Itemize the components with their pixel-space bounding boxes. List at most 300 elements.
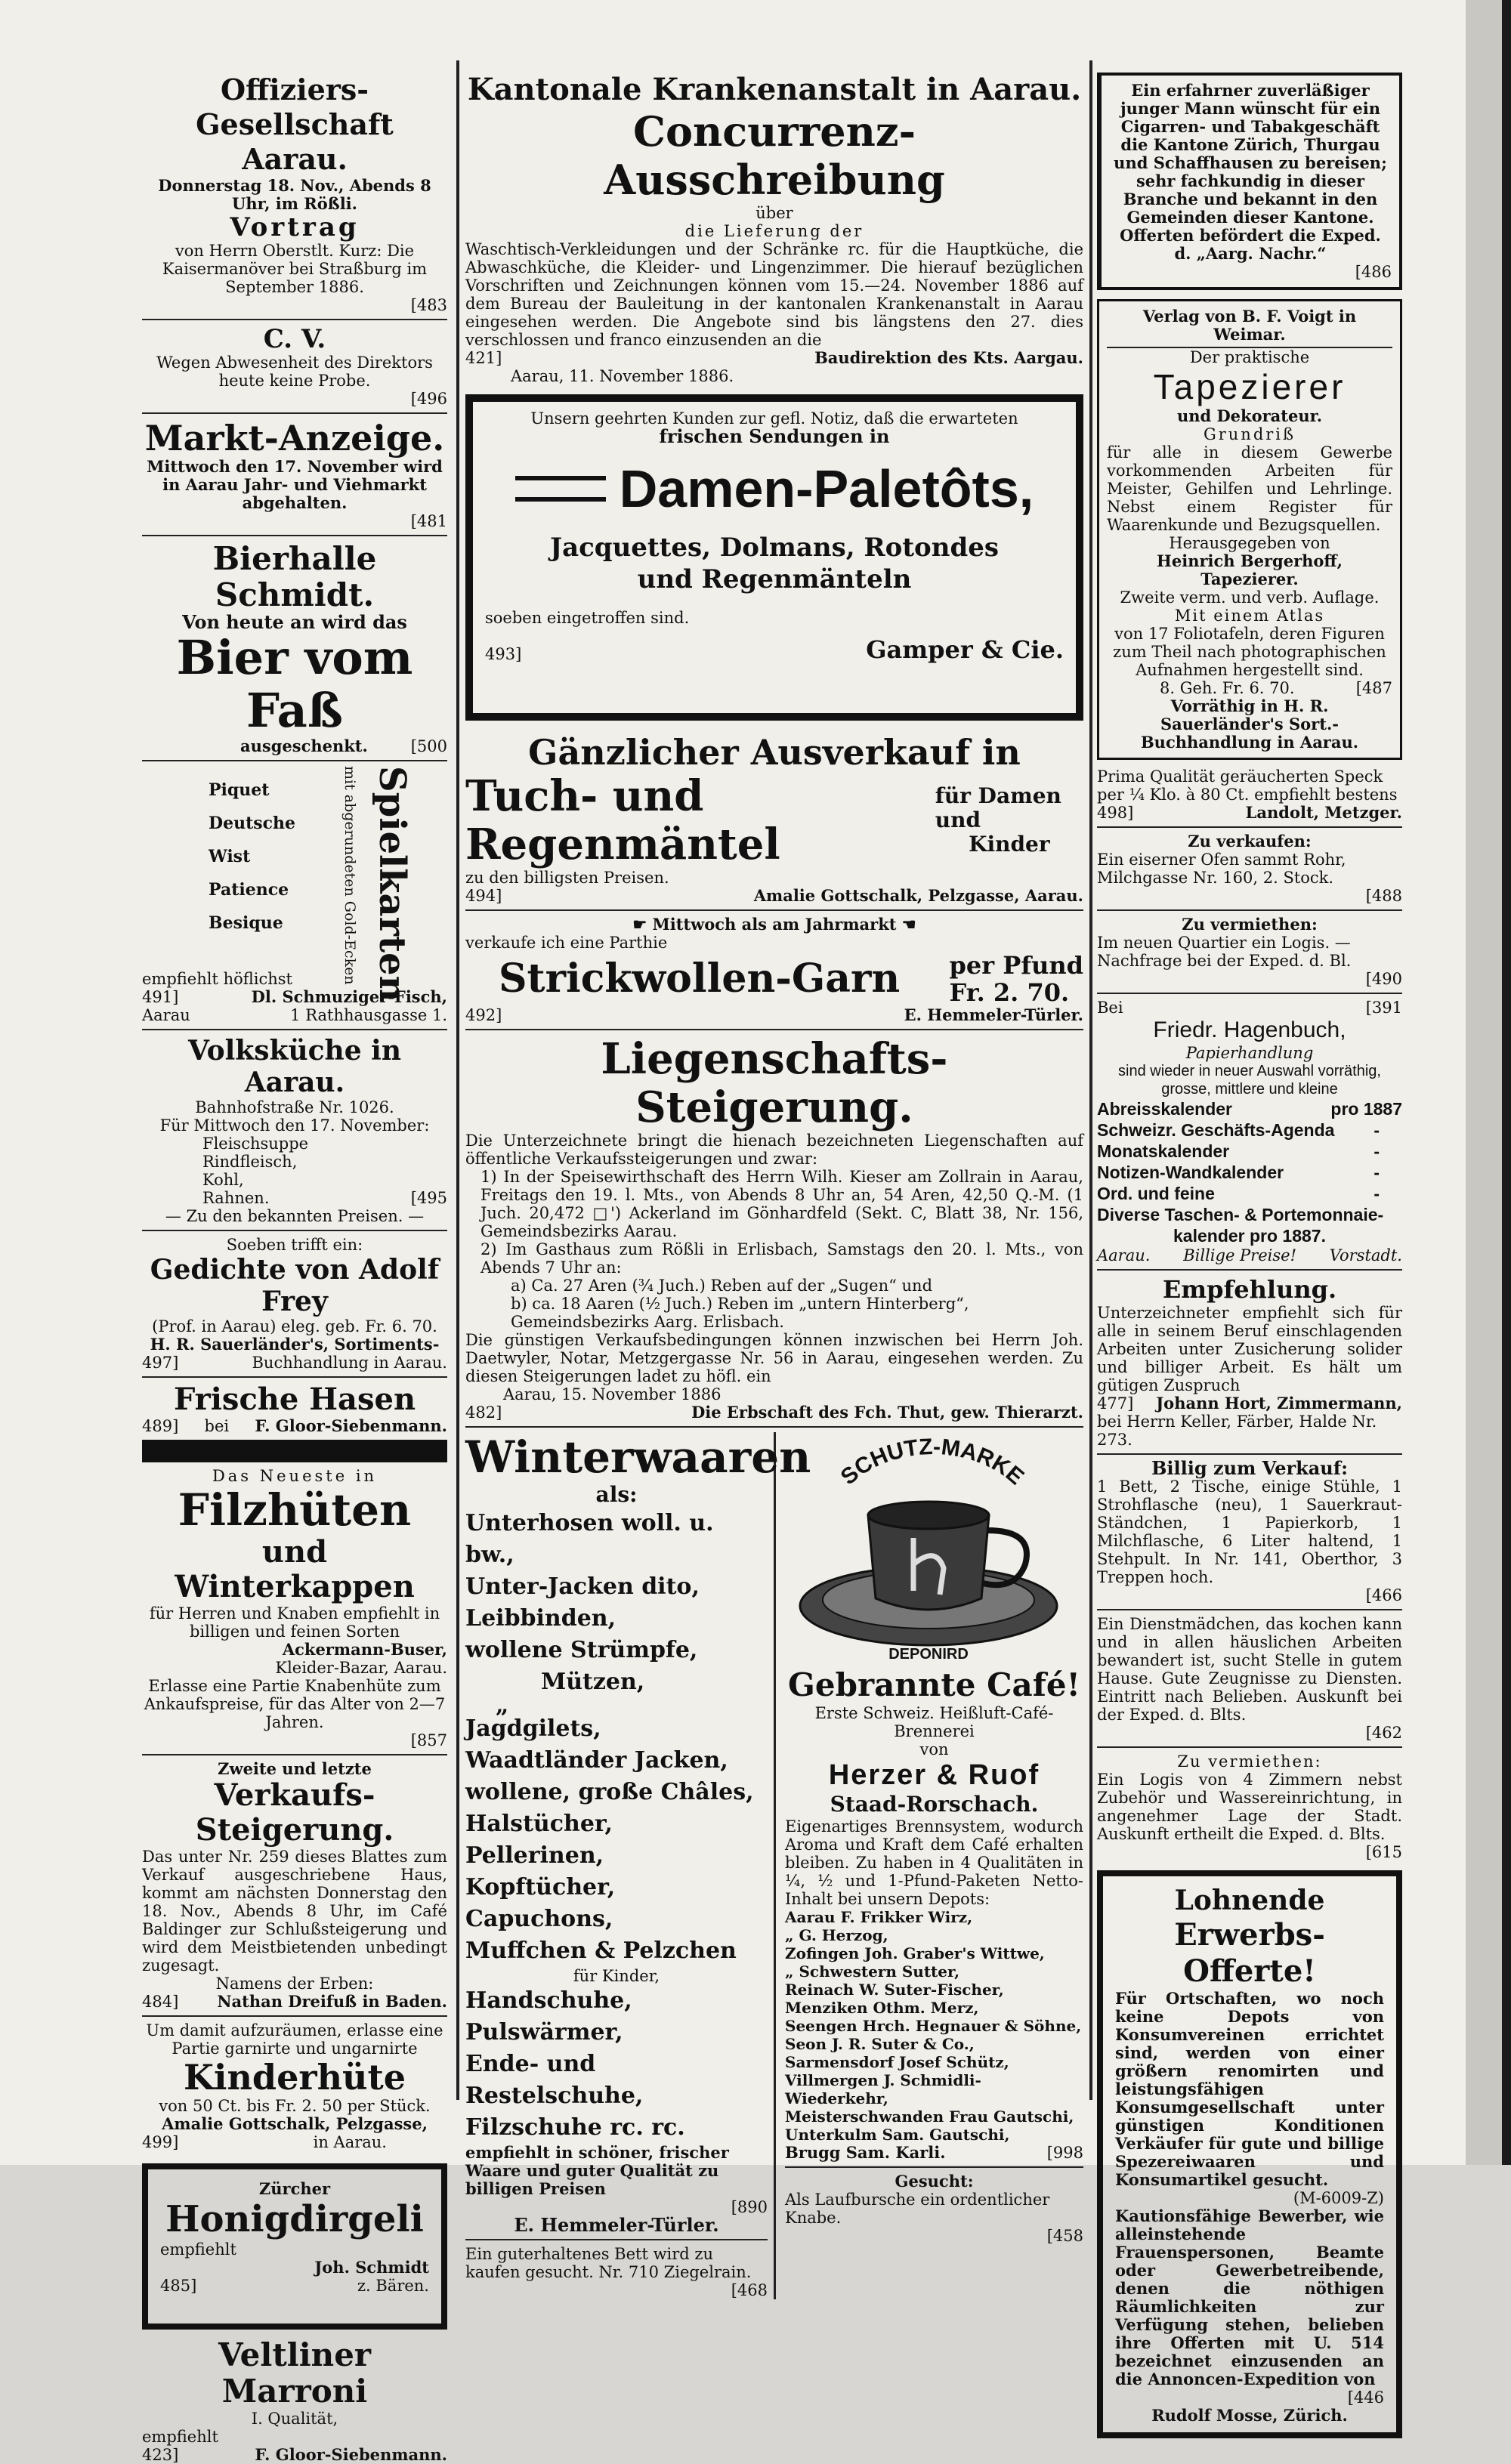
ad-rec: empfiehlt [142,2428,218,2446]
ad-billig [1097,1459,1402,1604]
divider [142,1376,447,1378]
ad-cv [142,325,447,408]
vertical-sub: mit abgerundeten Gold-Ecken [341,766,358,985]
ad-number: [462 [1365,1724,1402,1742]
vertical-title: Spielkarten [371,766,413,1002]
item-label: Abreisskalender [1097,1099,1232,1119]
ad-atlas: Mit einem Atlas [1174,607,1325,625]
list-item [1097,1098,1402,1119]
ad-firm: Johann Hort, Zimmermann, [1156,1394,1402,1413]
item-label: Monatskalender [1097,1141,1230,1161]
ad-heading: Gedichte von Adolf Frey [150,1254,440,1317]
ad-firm: H. R. Sauerländer's, Sortiments- [150,1335,440,1354]
depot-item: Brugg Sam. Karli. [785,2143,946,2162]
depot-item: Sarmensdorf Josef Schütz, [785,2053,1009,2071]
ad-body: Eigenartiges Brennsystem, wodurch Aroma und Kraft dem Café erhalten bleiben. Zu haben in 4 Qualitäten in ¼, ½ und 1-Pfund-Paketen Netto-Inhalt bei unsern Depots: [785,1817,1083,1908]
ad-firm: F. Gloor-Siebenmann. [255,2445,447,2464]
ad-number: [468 [731,2281,768,2299]
ad-item2: 2) Im Gasthaus zum Rößli in Erlisbach, Samstags den 20. l. Mts., von Abends 7 Uhr an: [480,1240,1083,1277]
list-item: wollene, große Châles, [465,1779,754,1805]
ad-number: [483 [410,296,447,314]
ad-tail: — Zu den bekannten Preisen. — [165,1207,425,1225]
ad-krankenanstalt [465,73,1083,385]
ad-foot-right: Vorstadt. [1329,1246,1402,1264]
ad-number: [490 [1365,970,1402,988]
ad-cafe [776,1432,1083,2299]
list-item [1097,1162,1402,1183]
ad-kinderhuete [142,2021,447,2151]
ad-body: Für Ortschaften, wo noch keine Depots von Konsumvereinen errichtet sind, werden von einer größern renomirten und leistungsfähigen Konsumgesellschaft unter günstigen Konditionen Verkäufer für gute und billige Spezereiwaaren und Konsumartikel gesucht. [1115,1989,1384,2189]
ad-ausverkauf [465,733,1083,905]
ad-intro: Unsern geehrten Kunden zur gefl. Notiz, daß die erwarteten [530,409,1018,428]
ad-hg: Herausgegeben von [1169,534,1330,552]
ad-liegenschaft [465,1035,1083,1422]
ad-firm: Rudolf Mosse, Zürich. [1151,2406,1348,2425]
list-item [1097,1141,1402,1162]
ad-winterwaaren [465,1431,811,2299]
ad-heading: Verkaufs-Steigerung. [195,1777,394,1848]
ad-veltliner [142,2337,447,2464]
ad-firm: Dl. Schmuziger-Fisch, [251,987,447,1006]
divider [785,2166,1083,2168]
ad-body: für alle in diesem Gewerbe vorkommenden Arbeiten für Meister, Gehilfen und Lehrlinge. Nebst einem Register für Waarenkunde und Bezugsquellen. [1107,443,1392,534]
divider [465,909,1083,911]
ad-heading: Filzhüten [178,1484,412,1536]
ad-grundriss: Grundriß [1203,425,1296,443]
item-value: pro 1887 [1330,1099,1402,1119]
ad-number: [890 [731,2198,768,2216]
ad-firm: Joh. Schmidt [314,2258,429,2277]
menu-item: Rahnen. [202,1189,270,1207]
ad-von: von [919,1740,949,1758]
ad-junger-mann [1097,73,1402,290]
ad-heading: Zu vermiethen: [1182,915,1318,934]
ad-hagenbuch [1097,999,1402,1264]
list-item [1097,1183,1402,1204]
page-edge [1502,0,1511,2165]
ad-number: 482] [465,1403,502,1422]
ad-body: Prima Qualität geräucherten Speck per ¼ Klo. à 80 Ct. empfiehlt bestens [1097,767,1398,804]
divider [142,760,447,761]
ad-heading: Gesucht: [895,2172,974,2191]
ad-title: Kantonale Krankenanstalt in Aarau. [467,72,1082,107]
item-label: Schweizr. Geschäfts-Agenda [1097,1120,1335,1140]
ad-body2: Kautionsfähige Bewerber, wie alleinstehende Frauenspersonen, Beamte oder Gewerbetreibende, denen die nöthigen Räumlichkeiten zur Verfügung stehen, belieben ihre Offerten mit U. 514 bezeichnet einzusenden an die Annoncen-Expedition von [1115,2206,1384,2388]
ad-heading: Gänzlicher Ausverkauf in [528,732,1021,773]
list-item: wollene Strümpfe, [465,1637,698,1663]
ad-heading: Bierhalle Schmidt. [212,540,377,613]
divider [142,1230,447,1231]
ad-gedichte [142,1236,447,1372]
ad-sub: Erste Schweiz. Heißluft-Café-Brennerei [814,1704,1054,1740]
depot-item: Seengen Hrch. Hegnauer & Söhne, [785,2017,1082,2035]
ad-firm: Amalie Gottschalk, Pelzgasse, Aarau. [753,886,1083,905]
ad-heading: C. V. [263,324,326,354]
deponird-label: DEPONIRD [888,1646,969,1663]
depot-item: Reinach W. Suter-Fischer, [785,1981,1004,1999]
ad-heading: Gebrannte Café! [788,1666,1080,1703]
ad-sub: und Dekorateur. [1176,406,1323,425]
ad-firm: E. Hemmeler-Türler. [514,2214,719,2236]
ad-number: [487 [1355,679,1392,697]
ad-rec: empfiehlt [160,2240,236,2259]
ad-number: 484] [142,1993,179,2011]
menu-item: Kohl, [202,1171,244,1189]
depot-item: „ G. Herzog, [785,1926,888,1944]
ad-number: [446 [1347,2388,1384,2407]
ad-intro: verkaufe ich eine Parthie [465,934,668,952]
ad-honigdirgeli [142,2163,447,2330]
divider [465,1426,1083,1428]
ad-firm: F. Gloor-Siebenmann. [255,1416,447,1435]
ad-address: Bahnhofstraße Nr. 1026. [195,1098,394,1116]
ad-body: von 50 Ct. bis Fr. 2. 50 per Stück. [159,2097,431,2115]
card-list [209,773,299,940]
ad-at: bei [204,1417,230,1435]
ad-number: [495 [410,1189,447,1207]
ad-body: Als Laufbursche ein ordentlicher Knabe. [785,2191,1050,2227]
ad-number: 492] [465,1006,502,1024]
ad-als: als: [595,1482,638,1507]
ad-body: sind wieder in neuer Auswahl vorräthig, grosse, mittlere und kleine [1118,1063,1381,1098]
ad-side2: Kinder [969,832,1050,857]
menu-item: Rindfleisch, [202,1153,298,1171]
ad-number: [466 [1365,1586,1402,1604]
ad-ofen [1097,832,1402,905]
item-value: - [1373,1184,1380,1203]
ad-rec: empfiehlt höflichst [142,970,292,988]
ad-erwerbs-offerte [1097,1870,1402,2438]
ad-price1: per Pfund [949,951,1083,980]
ad-number: 497] [142,1354,179,1372]
list-item: Ende- und Restelschuhe, [465,2051,644,2109]
ad-tail: zu den billigsten Preisen. [465,869,669,887]
list-item: Piquet [209,780,270,800]
ad-body: 1 Bett, 2 Tische, einige Stühle, 1 Strohflasche (neu), 1 Sauerkraut-Ständchen, 1 Papierkorb, 1 Milchflasche, 6 Liter haltend, 1 Stehpult. In Nr. 141, Oberthor, 3 Treppen hoch. [1097,1477,1402,1586]
list-item: Capuchons, [465,1906,613,1932]
ad-firm: Baudirektion des Kts. Aargau. [814,348,1083,367]
column-rule-right [1089,60,1092,2100]
list-item: „ [496,1692,509,1718]
pointing-hand-icon: ☛ [632,915,653,934]
ad-firm: Vorräthig in H. R. Sauerländer's Sort.-Buchhandlung in Aarau. [1140,696,1359,752]
ad-number: [857 [410,1731,447,1749]
ad-intro: Für Mittwoch den 17. November: [159,1116,430,1135]
ad-heading: Liegenschafts-Steigerung. [601,1034,948,1132]
ad-date: Donnerstag 18. Nov., Abends 8 Uhr, im Rößli. [158,176,431,213]
ad-date: Aarau, 15. November 1886 [503,1385,722,1403]
ad-item-a: a) Ca. 27 Aren (¾ Juch.) Reben auf der „Sugen“ und [511,1277,933,1295]
list-item: Waadtländer Jacken, [465,1747,728,1774]
ad-div: Diverse Taschen- & Portemonnaie- [1097,1205,1384,1224]
ad-city: in Aarau. [313,2133,387,2151]
ad-tail: soeben eingetroffen sind. [485,609,690,627]
ad-number: 499] [142,2133,179,2151]
list-item: Pellerinen, [465,1842,604,1869]
list-item: Besique [209,913,283,933]
ad-heading: Billig zum Verkauf: [1151,1457,1348,1479]
ad-heading: Lohnende [1174,1885,1325,1916]
ad-heading: Frische Hasen [173,1382,416,1417]
ad-volkskueche [142,1035,447,1225]
ad-firm: Friedr. Hagenbuch, [1153,1017,1346,1042]
ad-offiziers [142,73,447,314]
ad-vermiethen [1097,1752,1402,1861]
item-label: Notizen-Wandkalender [1097,1163,1284,1182]
ad-body: Ein Logis von 4 Zimmern nebst Zubehör und Wassereinrichtung, in angenehmer Lage der Stadt. Auskunft ertheilt die Exped. d. Blts. [1097,1771,1402,1843]
ad-heading: Winterwaaren [465,1431,811,1483]
ad-heading: Honigdirgeli [165,2198,424,2240]
ad-body2: Erlasse eine Partie Knabenhüte zum Ankaufspreise, für das Alter von 2—7 Jahren. [144,1677,446,1731]
ad-price2: Fr. 2. 70. [949,978,1070,1007]
ad-body: Ein eiserner Ofen sammt Rohr, Milchgasse Nr. 160, 2. Stock. [1097,851,1346,887]
ad-body: Das unter Nr. 259 dieses Blattes zum Verkauf ausgeschriebene Haus, kommt am nächsten Donnerstag den 18. Nov., Abends 8 Uhr, im Café Baldinger zur Schlußsteigerung und wird dem Meistbietenden unbedingt zugesagt. [142,1848,447,1975]
ad-sub: Von heute an wird das [182,611,407,633]
ad-heading: Vortrag [230,212,360,242]
ad-div2: kalender pro 1887. [1173,1226,1326,1246]
ad-foot-left: Aarau. [1097,1246,1151,1264]
ad-heading: Zu verkaufen: [1188,832,1312,851]
ad-body: Mittwoch den 17. November wird in Aarau Jahr- und Viehmarkt abgehalten. [147,457,443,512]
ad-note-text: Mittwoch als am Jahrmarkt [652,915,897,934]
divider [142,1029,447,1030]
ad-place: Staad-Rorschach. [830,1792,1039,1817]
ad-damen-paletots [465,394,1083,721]
pointing-hand-icon: ☚ [896,915,916,934]
list-item: Unter-Jacken dito, [465,1573,700,1600]
ad-title: Offiziers-Gesellschaft Aarau. [196,73,394,176]
black-bar [142,1440,447,1462]
ad-filzhuete [142,1467,447,1749]
ad-body: Die Unterzeichnete bringt die hienach bezeichneten Liegenschaften auf öffentliche Verkaufssteigerungen und zwar: [465,1132,1083,1168]
ad-heading: Zu vermiethen: [1177,1752,1322,1771]
ad-heading: Empfehlung. [1162,1275,1337,1304]
divider [142,535,447,536]
ad-heading2: und Winterkappen [175,1534,415,1604]
ad-heading: Damen-Paletôts, [619,459,1034,518]
divider [1097,1269,1402,1271]
ad-line2: Jacquettes, Dolmans, Rotondes [549,533,999,563]
ad-number: [496 [410,390,447,408]
ad-number: [615 [1365,1843,1402,1861]
ad-firm2: Buchhandlung in Aarau. [252,1354,447,1372]
list-item: Patience [209,880,289,900]
ad-over: über [756,204,793,222]
ad-body: von Herrn Oberstlt. Kurz: Die Kaisermanöver bei Straßburg im September 1886. [162,242,428,296]
ad-number: 494] [465,887,502,905]
ad-tail: ausgeschenkt. [240,736,368,755]
divider [142,1754,447,1755]
depot-item: Seon J. R. Suter & Co., [785,2035,975,2053]
depot-item: „ Schwestern Sutter, [785,1962,960,1981]
ad-number: [488 [1365,887,1402,905]
column-rule-left [456,60,459,2100]
ad-firm: Nathan Dreifuß in Baden. [217,1992,447,2011]
ad-item1: 1) In der Speisewirthschaft des Herrn Wilh. Kieser am Zollrain in Aarau, Freitags den 19. l. Mts., von Abends 8 Uhr an, 54 Aren, 42,50 Q.-M. (1 Juch. 20,472 □') Ackerland im Gönhardfeld (Sekt. C, Blatt 38, Nr. 156, Gemeindsbezirks Aarau. [480,1168,1083,1240]
ad-quality: I. Qualität, [251,2410,338,2428]
ad-body: Im neuen Quartier ein Logis. — Nachfrage bei der Exped. d. Bl. [1097,934,1352,970]
ad-number: 421] [465,349,502,367]
list-item: Leibbinden, [465,1605,616,1632]
item-value: - [1373,1141,1380,1161]
ad-body: Ein Dienstmädchen, das kochen kann und in allen häuslichen Arbeiten bewandert ist, sucht Stelle in gutem Hause. Gute Zeugnisse zu Diensten. Eintritt nach Belieben. Auskunft bei der Exped. d. Blts. [1097,1615,1402,1724]
ad-city: Aarau [142,1006,190,1024]
ad-date: Aarau, 11. November 1886. [511,367,734,385]
ad-pre: Zweite und letzte [218,1759,372,1778]
ad-side1: für Damen und [935,783,1061,832]
divider [1097,1609,1402,1610]
depot-item: Aarau F. Frikker Wirz, [785,1908,973,1926]
schutzmarke-label: SCHUTZ-MARKE [836,1434,1029,1490]
ad-sub: frischen Sendungen in [659,425,890,447]
ad-body: Unterzeichneter empfiehlt sich für alle in seinem Beruf einschlagenden Arbeiten unter Zusicherung solider und billiger Arbeit. Es hält um gütigen Zuspruch [1097,1304,1402,1394]
ad-number: 485] [160,2277,197,2295]
ad-item-b: b) ca. 18 Aaren (½ Juch.) Reben im „untern Hinterberg“, Gemeindsbezirks Aarg. Erlisbach. [511,1295,969,1331]
ad-speck [1097,767,1402,822]
divider [142,2015,447,2017]
list-item: Handschuhe, [465,1987,632,2014]
ad-heading: Kinderhüte [184,2057,406,2098]
ad-number: [391 [1365,999,1402,1017]
ad-heading: Concurrenz-Ausschreibung [604,107,945,204]
divider [465,2239,768,2240]
ad-number: [481 [410,512,447,530]
ad-number: [458 [1046,2227,1083,2245]
ad-firm: E. Hemmeler-Türler. [904,1005,1083,1024]
column-1 [142,73,447,2464]
ad-firm: Amalie Gottschalk, Pelzgasse, [162,2114,428,2133]
depot-item: Unterkulm Sam. Gautschi, [785,2126,1010,2144]
list-item [1097,1119,1402,1141]
divider [1097,993,1402,994]
ad-intro: Soeben trifft ein: [226,1236,363,1254]
divider [1097,1453,1402,1455]
ad-address: bei Herrn Keller, Färber, Halde Nr. 273. [1097,1413,1377,1449]
divider [1097,826,1402,828]
ad-body: (Prof. in Aarau) eleg. geb. Fr. 6. 70. [152,1317,437,1335]
divider [1097,1746,1402,1748]
ad-big: Bier vom Faß [176,630,413,738]
ad-bett: Ein guterhaltenes Bett wird zu kaufen gesucht. Nr. 710 Ziegelrain. [465,2245,752,2281]
item-value: - [1373,1163,1380,1182]
depot-item: Meisterschwanden Frau Gautschi, [785,2107,1074,2126]
ad-firm: Herzer & Ruof [828,1759,1040,1791]
divider [465,1029,1083,1030]
ad-number: 498] [1097,804,1134,822]
ad-bei: Bei [1097,999,1123,1017]
ad-firm2: z. Bären. [357,2277,429,2295]
ad-logis [1097,916,1402,988]
column-3 [1097,73,1402,2438]
ad-firm: Die Erbschaft des Fch. Thut, gew. Thierarzt. [691,1403,1083,1422]
ad-body: Wegen Abwesenheit des Direktors heute keine Probe. [156,354,433,390]
page-gutter [1466,0,1502,2165]
cafe-trademark-illustration [785,1432,1083,1666]
ad-pre: Um damit aufzuräumen, erlasse eine Partie garnirte und ungarnirte [146,2021,443,2058]
ad-pre: Das Neueste in [212,1467,378,1485]
item-value: - [1373,1120,1380,1140]
ad-body: Waschtisch-Verkleidungen und der Schränke rc. für die Hauptküche, die Abwaschküche, die Kleider- und Lingenzimmer. Die hierauf bezüglichen Vorschriften und Zeichnungen können vom 15.—24. November 1886 auf dem Bureau der Bauleitung in der kantonalen Krankenanstalt in Aarau eingesehen werden. Die Angebote sind bis längstens den 27. dies verschlossen und franco einzusenden an die [465,240,1083,349]
ad-heading: Tapezierer [1153,367,1346,406]
divider [1097,909,1402,911]
ad-sub: Papierhandlung [1185,1044,1314,1062]
ad-heading: Veltliner Marroni [218,2336,372,2410]
ad-note [465,916,1083,934]
ad-del: die Lieferung der [684,222,864,240]
ad-heading: Strickwollen-Garn [499,956,901,1002]
ad-edition: Zweite verm. und verb. Auflage. [1120,588,1380,607]
ad-big: Tuch- und Regenmäntel [465,771,780,869]
row-winter-cafe [465,1432,1083,2299]
ad-number: [500 [410,737,447,755]
ad-pre: Zürcher [258,2179,331,2198]
column-2 [465,73,1083,2299]
ad-number: 491] [142,988,179,1006]
ad-body: Ein erfahrner zuverläßiger junger Mann wünscht für ein Cigarren- und Tabakgeschäft die Kantone Zürich, Thurgau und Schaffhausen zu bereisen; sehr fachkundig in dieser Branche und bekannt in den Gemeinden dieser Kantone. Offerten befördert die Exped. d. „Aarg. Nachr.“ [1114,81,1387,263]
ad-heading2: Erwerbs-Offerte! [1174,1917,1325,1989]
list-item: Wist [209,847,251,866]
ad-number: 477] [1097,1394,1134,1413]
ad-heading: Volksküche in Aarau. [187,1035,402,1098]
divider [142,319,447,320]
ad-firm: Gamper & Cie. [866,635,1064,664]
ad-strickwolle [465,916,1083,1024]
depot-item: Zofingen Joh. Graber's Wittwe, [785,1944,1045,1962]
ad-pre: Der praktische [1189,348,1310,366]
ad-number: 489] [142,1417,179,1435]
ad-code: (M-6009-Z) [1293,2189,1384,2207]
ad-number: [998 [1046,2144,1083,2162]
menu-item: Fleischsuppe [202,1135,309,1153]
ad-empfehlung [1097,1275,1402,1449]
ad-number: 493] [485,645,522,663]
ad-sig: Namens der Erben: [215,1975,374,1993]
ad-dienstmaedchen [1097,1615,1402,1742]
ad-firm2: Kleider-Bazar, Aarau. [275,1659,447,1677]
ad-bierhalle [142,541,447,755]
ad-firm: Ackermann-Buser, [282,1640,447,1659]
list-item: Muffchen & Pelzchen [465,1938,737,1964]
depot-item: Villmergen J. Schmidli-Wiederkehr, [785,2071,981,2107]
ad-price: 8. Geh. Fr. 6. 70. [1160,679,1295,697]
ad-foot-mid: Billige Preise! [1183,1246,1297,1264]
ad-line3: und Regenmänteln [637,564,912,594]
ad-heading: Markt-Anzeige. [144,418,445,459]
depot-item: Menziken Othm. Merz, [785,1999,979,2017]
coffee-cup-trademark-icon [785,1432,1080,1666]
ad-verlag: Verlag von B. F. Voigt in Weimar. [1107,307,1392,348]
ad-tail: empfiehlt in schöner, frischer Waare und guter Qualität zu billigen Preisen [465,2143,729,2198]
list-item: Halstücher, [465,1811,613,1837]
list-item: Pulswärmer, [465,2019,623,2046]
list-item: Kopftücher, [465,1874,616,1900]
list-item: Filzschuhe rc. rc. [465,2114,685,2141]
ad-kind: für Kinder, [573,1967,660,1985]
ad-body: für Herren und Knaben empfiehlt in billigen und feinen Sorten [149,1604,440,1641]
ad-number: [486 [1355,263,1392,281]
ad-firm: Landolt, Metzger. [1245,803,1402,822]
ad-hasen [142,1382,447,1435]
list-item: Deutsche [209,814,296,833]
ad-address: 1 Rathhausgasse 1. [290,1006,447,1024]
ad-atlas2: von 17 Foliotafeln, deren Figuren zum Theil nach photographischen Aufnahmen hergestellt sind. [1113,625,1386,679]
list-item: Jagdgilets, [465,1715,601,1742]
ad-number: 423] [142,2446,179,2464]
ad-tapezierer [1097,299,1402,760]
divider [142,412,447,414]
ornament-rule [515,476,606,502]
list-item: Mützen, [541,1669,645,1695]
